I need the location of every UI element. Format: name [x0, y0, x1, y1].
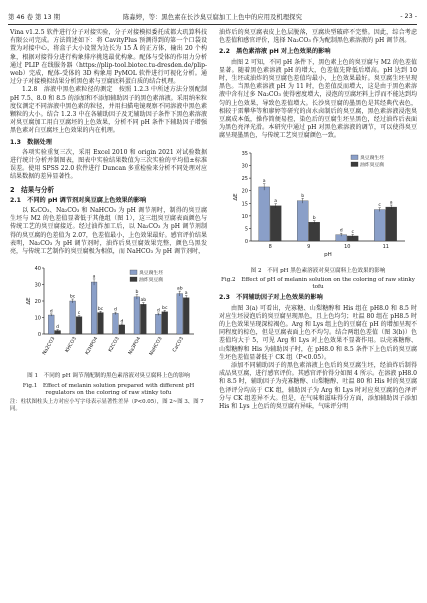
data-label: a — [262, 178, 266, 184]
header-rule — [8, 24, 417, 25]
y-tick-label: 5 — [244, 226, 248, 233]
data-label: d — [156, 308, 160, 314]
y-tick-label: 30 — [34, 282, 41, 289]
data-label: c — [351, 229, 354, 235]
y-tick-label: 25 — [241, 175, 248, 182]
section-heading: 2 结果与分析 — [10, 185, 55, 194]
x-tick-label: K2CO3 — [108, 336, 121, 354]
paragraph — [10, 86, 207, 135]
right-column — [219, 29, 417, 411]
bar — [140, 305, 146, 335]
y-tick-label: 20 — [241, 188, 248, 195]
data-label: bc — [69, 294, 76, 300]
section-heading: 2.3 不同辅助因子对上色效果的影响 — [219, 294, 323, 302]
bar — [155, 314, 161, 334]
bar — [177, 294, 183, 334]
x-tick-label: 11 — [382, 243, 389, 250]
bar — [309, 222, 320, 241]
legend-swatch — [130, 270, 137, 275]
figure-2-caption: 图 2 不同 pH 黑色素溶液对臭豆腐料上色效果的影响 — [250, 267, 386, 274]
bar — [119, 325, 125, 334]
y-axis-label: ΔE — [26, 297, 32, 305]
y-tick-label: 40 — [34, 266, 41, 273]
bar — [70, 301, 76, 334]
y-tick-label: 0 — [37, 332, 41, 339]
paragraph: 油炸后的臭豆腐表皮上色层脱落，豆腐块型破碎不完整。因此，综合考虑色差值和感官评价，选择 Na₂CO₃ 作为配制黑色素溶液的 pH 调节剂。 — [219, 29, 417, 45]
paragraph: 由图 2 可知，不同 pH 条件下，黑色素上色的臭豆腐与 M2 的色差值显著。随着黑色素溶液 pH 的增大，色差值先降低后增高。pH 达到 10 时，生坯或油炸的臭豆腐色差值均最小，上色效果最好。臭豆腐生坯呈现黑色。当黑色素溶液 pH 为 11 时，色差值反而增大，这是由于黑色素溶液中含有过多 Na₂CO₃ 使得密度增大，浸泡的豆腐坯料上浮而不能达到均匀的上色效果，导致色差值增大。长沙臭豆腐的墨黑色是其经典代表色，相较于雷攀华等和廖婷等研究的卤水卤制后的臭豆腐，黑色素溶液浸泡臭豆腐成本低，操作简便易控，染色后的豆腐生坯呈黑色，经过油炸后表面为黑色亮泽光滑。本研究中通过 pH 对黑色素溶液的调节，可以使得臭豆腐呈现墨黑色，与传统工艺臭豆腐颜色一致。 — [219, 58, 417, 140]
paragraph: 以 K₂CO₃、Na₂CO₃ 和 NaHCO₃ 为 pH 调节剂时，制得的臭豆腐生坯与 M2 的色差值显著低于其他组（图 1），这三组臭豆腐表面颜色与传统工艺的臭豆腐接近。经过油炸加工后，以 Na₂CO₃ 为 pH 调节剂制得的臭豆腐的色差值为 2.07，色差值最小，上色效果最好。感官评价结果表明，Na₂CO₃ 为 pH 调节剂时，油炸后臭豆腐效果完整，颜色乌黑发亮，与传统工艺制作的臭豆腐极为相似，而 NaHCO₃ 为 pH 调节剂时， — [10, 207, 207, 256]
data-label: a — [92, 274, 96, 280]
data-label: b — [135, 290, 139, 296]
paragraph: 由图 3(a) 可看出，壳寡糖、山梨糖醇和 His 组在 pH8.0 和 8.5 时对应生坯浸泡后的臭豆腐呈现黑色，且上色均匀；吐温 80 组在 pH8.5 时的上色效果呈现深棕褐色。Arg 和 Lys 组上色的豆腐在 pH 的增加呈现不同程度的棕色，但是豆腐表面上色不均匀。结合两组色差值（图 3(b)）色差值均大于 5，可见 Arg 和 Lys 对上色效果不显著作用。以壳寡糖醇、山梨糖醇和 His 为辅助因子时，在 pH8.0 和 8.5 条件下上色后的臭豆腐生坯色差值显著低于 CK 组（P<0.05）。 — [219, 304, 417, 361]
paragraph: Vina v1.2.5 软件进行分子对接实验，分子对接模拟委托成都大玑算科技有限公司完成。方法简述如下：将 CavityPlus 预测得到的第一个口袋设置为对接中心，将盒子大小设置为边长为 15 Å 的正方体，输出 20 个构象，根据对接得分进行构象排序挑选最优构象。配体与受体的作用力分析通过 PLIP 在线服务器（https://plip-tool.biotec.tu-dresden.de/plip-web）完成，配体-受体的 3D 构象用 PyMOL 软件进行可视化分析。通过分子对接模拟结果分析黑色素与豆腐底料蛋白质的结合机理。 — [10, 29, 207, 86]
y-tick-label: 10 — [34, 315, 41, 322]
paragraph: 添加不同辅助因子的黑色素溶液上色后的臭豆腐生坯，经油炸后制得成品臭豆腐，进行感官评价。其感官评价得分如图 4 所示。在溶液 pH8.0 和 8.5 时，辅助因子为壳寡糖醇、山梨糖醇、吐温 80 和 His 时的臭豆腐色泽评分均高于 CK 组，辅助因子为 Arg 和 Lys 时对应臭豆腐的色泽评分与 CK 组差异不大。但是，在气味和滋味得分方面，添加辅助因子添加 His 和 Lys 上色后的臭豆腐有异味，气味评分明 — [219, 362, 417, 411]
figure-2-chart — [219, 145, 417, 263]
running-header — [8, 12, 417, 24]
bar — [270, 205, 281, 240]
left-column — [10, 29, 207, 415]
legend-swatch — [351, 155, 358, 160]
data-label: c — [378, 202, 381, 208]
section-heading: 2.2 黑色素溶液 pH 对上色效果的影响 — [219, 48, 331, 56]
bar — [162, 312, 168, 334]
data-label: c — [77, 311, 81, 317]
x-tick-label: 9 — [307, 243, 311, 250]
figure-1-chart — [10, 260, 207, 368]
y-tick-label: 0 — [244, 238, 248, 245]
paragraph: 各项实验重复三次，采用 Excel 2010 和 origin 2021 对试验数据进行统计分析并制图表，图表中实验结果数值为三次实验的平均值±标准误差。使用 SPSS 22.0 软件进行 Duncan 多重检验来分析不同处理对应结果数据的差异显著性。 — [10, 148, 207, 181]
journal-volume: 第 46 卷 第 13 期 — [8, 13, 60, 21]
legend-label: 臭豆腐生坯 — [360, 155, 384, 161]
x-tick-label: 10 — [344, 243, 351, 250]
bar — [113, 314, 119, 335]
figure-1 — [10, 260, 207, 413]
y-axis-label: ΔE — [233, 193, 239, 201]
data-label: d — [49, 309, 53, 315]
figure-1-caption-en: Fig.1 Effect of melanin solution prepared with different pH regulators on the coloring of raw stinky tofu — [22, 382, 195, 396]
y-tick-label: 20 — [34, 299, 41, 306]
data-label: bc — [97, 307, 104, 313]
x-tick-label: NaHCO3 — [149, 336, 164, 357]
x-tick-label: 8 — [268, 243, 272, 250]
paragraph-text: 按照 1.2.3 中所述方法分别配制 pH 7.5、8.0 和 8.5 的添加和不添加辅助因子的黑色素溶液。采用纳米粒度仪测定不同溶液中黑色素的粒径，并用扫描电镜观察不同溶液中黑色素颗粒的大小。结合 1.2.3 中在各辅助因子及无辅助因子条件下黑色素溶液对臭豆腐加工用白豆腐坯的上色效果，分析不同 pH 条件下辅助因子增强黑色素对白豆腐坯上色效果的内在机理。 — [10, 86, 207, 135]
y-tick-label: 10 — [241, 213, 248, 220]
data-label: b — [312, 215, 316, 221]
bar — [374, 209, 385, 240]
bar — [386, 207, 397, 241]
data-label: a — [389, 200, 393, 206]
legend-label: 油炸臭豆腐 — [360, 162, 384, 168]
x-tick-label: Na3PO4 — [128, 336, 143, 357]
data-label: d — [56, 325, 60, 331]
data-label: d — [120, 319, 124, 325]
running-title: 陈淼婷，等：黑色素在长沙臭豆腐加工上色中的应用及机理探究 — [123, 13, 302, 21]
bar — [76, 317, 82, 334]
subsection-heading: 1.2.8 溶液中黑色素粒径的测定 — [22, 86, 113, 94]
x-tick-label: Na2CO3 — [42, 336, 57, 357]
data-label: d — [339, 228, 343, 234]
bar — [98, 313, 104, 334]
data-label: a — [274, 198, 278, 204]
x-tick-label: CaCO3 — [172, 336, 186, 354]
x-tick-label: K2HPO4 — [85, 336, 100, 357]
section-heading: 2.1 不同的 pH 调节剂对臭豆腐上色效果的影响 — [10, 196, 147, 204]
bar — [183, 298, 189, 334]
data-label: d — [114, 307, 117, 313]
data-label: ab — [176, 286, 183, 292]
x-tick-label: KHCO3 — [65, 336, 78, 354]
page-number: - 23 - — [400, 12, 417, 20]
figure-2-caption-en: Fig.2 Effect of pH of melanin solution on the coloring of raw stinky tofu — [221, 277, 415, 291]
data-label: bc — [162, 306, 168, 312]
bar — [297, 200, 308, 240]
legend-label: 油炸臭豆腐 — [139, 278, 163, 284]
legend-label: 臭豆腐生坯 — [139, 271, 163, 277]
y-tick-label: 15 — [241, 200, 248, 207]
figure-1-caption: 图 1 不同的 pH 调节剂配制的黑色素溶液对臭豆腐料上色的影响 — [27, 373, 190, 380]
data-label: a — [184, 291, 188, 297]
y-tick-label: 35 — [241, 150, 248, 157]
bar — [259, 187, 270, 241]
legend-swatch — [351, 162, 358, 167]
x-axis-label: pH — [324, 251, 332, 258]
figure-1-note: 注：柱状图柱头上方对应小写字母表示显著性差异（P<0.05），图 2~图 3、图 7 同。 — [10, 399, 204, 413]
bar — [48, 315, 54, 334]
legend-swatch — [130, 277, 137, 282]
bar — [134, 297, 140, 334]
y-tick-label: 30 — [241, 163, 248, 170]
section-heading: 1.3 数据处理 — [10, 138, 52, 146]
data-label: b — [301, 193, 305, 199]
figure-2 — [219, 145, 417, 292]
data-label: ab — [140, 298, 147, 304]
bar — [91, 282, 97, 334]
